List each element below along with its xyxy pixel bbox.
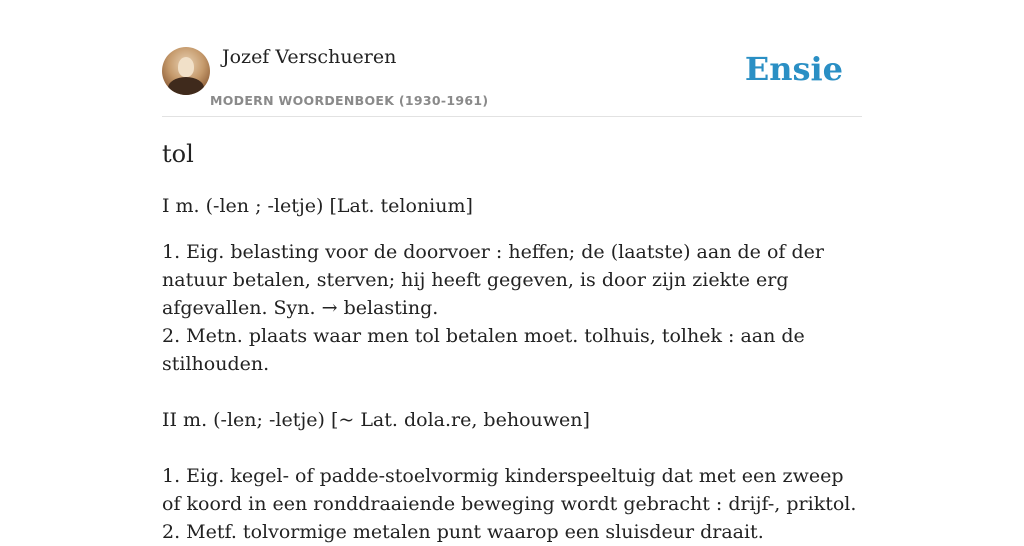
sense1-definition-2: 2. Metn. plaats waar men tol betalen moet. tolhuis, tolhek : aan de stilhouden.	[162, 325, 805, 375]
entry-content	[162, 192, 862, 546]
avatar[interactable]	[162, 47, 210, 95]
sense1-definition-1: 1. Eig. belasting voor de doorvoer : heffen; de (laatste) aan de of der natuur betalen, sterven; hij heeft gegeven, is door zijn ziekte erg afgevallen. Syn. → belasting.	[162, 241, 824, 319]
header	[162, 0, 862, 117]
avatar-body	[168, 77, 204, 95]
sense2-definition-2: 2. Metf. tolvormige metalen punt waarop een sluisdeur draait.	[162, 521, 764, 543]
entry-title: tol	[162, 140, 194, 168]
sense2-head: II m. (-len; -letje) [~ Lat. dola.re, behouwen]	[162, 409, 590, 431]
author-name[interactable]: Jozef Verschueren	[222, 46, 397, 68]
sense2-definition-1: 1. Eig. kegel- of padde-stoelvormig kinderspeeltuig dat met een zweep of koord in een ronddraaiende beweging wordt gebracht : drijf-, priktol.	[162, 465, 857, 515]
page	[162, 0, 862, 543]
sense1-head: I m. (-len ; -letje) [Lat. telonium]	[162, 195, 473, 217]
brand-logo[interactable]: Ensie	[744, 50, 843, 88]
source-label[interactable]: MODERN WOORDENBOEK (1930-1961)	[210, 93, 489, 108]
avatar-face	[178, 57, 194, 77]
